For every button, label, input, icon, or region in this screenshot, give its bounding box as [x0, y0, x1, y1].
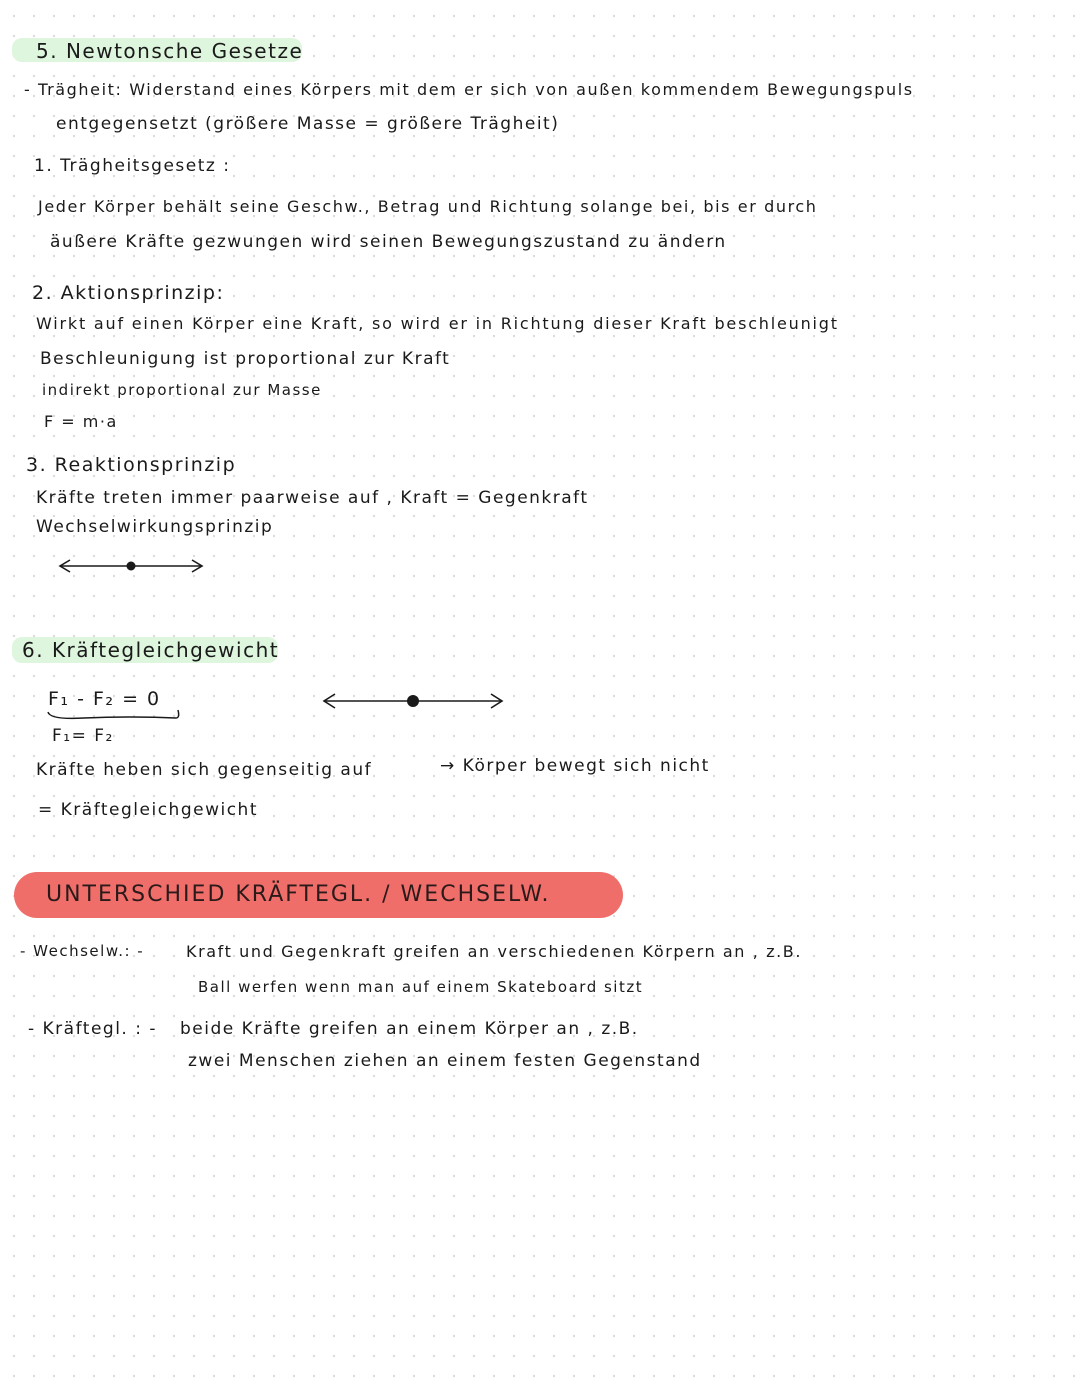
equilibrium-equation-1: F₁ - F₂ = 0: [48, 688, 161, 710]
law3-title: 3. Reaktionsprinzip: [26, 454, 237, 476]
equilibrium-arrow-diagram: [320, 690, 506, 712]
equilibrium-equation-2: F₁= F₂: [52, 726, 114, 746]
law2-title: 2. Aktionsprinzip:: [32, 282, 225, 304]
law1-text-line2: äußere Kräfte gezwungen wird seinen Bewegungszustand zu ändern: [50, 232, 727, 252]
wechselwirkung-label: - Wechselw.: -: [20, 942, 145, 960]
law2-formula: F = m·a: [44, 412, 118, 431]
law1-text-line1: Jeder Körper behält seine Geschw., Betrag und Richtung solange bei, bis er durch: [38, 197, 818, 216]
force-pair-arrow-diagram: [56, 556, 206, 576]
kraeftegleichgewicht-label: - Kräftegl. : -: [28, 1019, 157, 1039]
wechselwirkung-text-line2: Ball werfen wenn man auf einem Skateboard sitzt: [198, 978, 644, 996]
law3-text-line2: Wechselwirkungsprinzip: [36, 517, 274, 537]
traegheit-definition-line1: - Trägheit: Widerstand eines Körpers mit dem er sich von außen kommendem Bewegungspuls: [24, 80, 914, 99]
section-6-heading: 6. Kräftegleichgewicht: [22, 638, 280, 662]
traegheit-definition-line2: entgegensetzt (größere Masse = größere Trägheit): [56, 114, 560, 134]
kraeftegleichgewicht-text-line1: beide Kräfte greifen an einem Körper an , z.B.: [180, 1019, 639, 1039]
equilibrium-conclusion: = Kräftegleichgewicht: [38, 800, 258, 820]
section-5-heading: 5. Newtonsche Gesetze: [36, 39, 304, 63]
law2-text-line3: indirekt proportional zur Masse: [42, 381, 322, 399]
kraeftegleichgewicht-text-line2: zwei Menschen ziehen an einem festen Gegenstand: [188, 1051, 702, 1071]
equilibrium-text-left: Kräfte heben sich gegenseitig auf: [36, 760, 373, 780]
law2-text-line2: Beschleunigung ist proportional zur Kraft: [40, 349, 451, 369]
equation-underline: [44, 708, 184, 722]
equilibrium-text-right: → Körper bewegt sich nicht: [440, 756, 710, 776]
law3-text-line1: Kräfte treten immer paarweise auf , Kraft = Gegenkraft: [36, 488, 589, 508]
law2-text-line1: Wirkt auf einen Körper eine Kraft, so wird er in Richtung dieser Kraft beschleunigt: [36, 314, 839, 333]
wechselwirkung-text-line1: Kraft und Gegenkraft greifen an verschiedenen Körpern an , z.B.: [186, 942, 803, 961]
difference-banner-text: UNTERSCHIED KRÄFTEGL. / WECHSELW.: [46, 882, 551, 907]
law1-title: 1. Trägheitsgesetz :: [34, 156, 231, 176]
